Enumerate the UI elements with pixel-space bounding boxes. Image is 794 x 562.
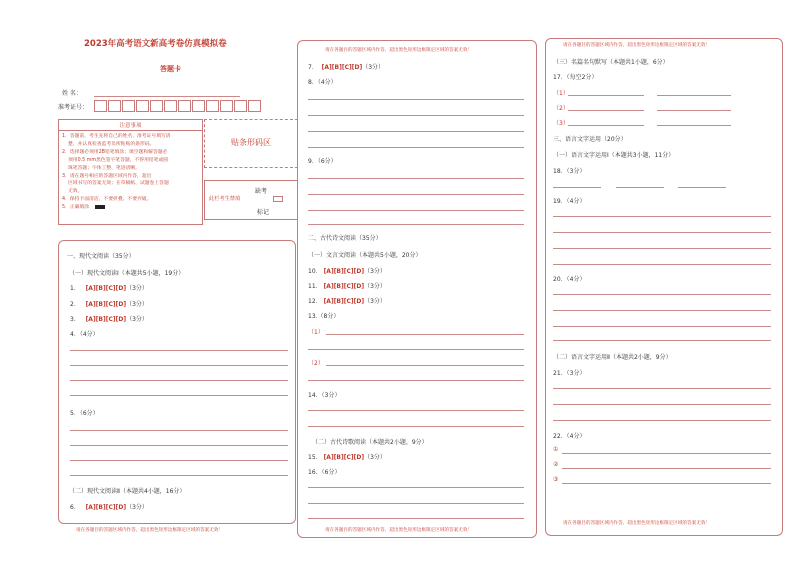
question-4: 4．（4分） [70, 331, 99, 338]
question-19: 19．（4分） [553, 198, 586, 205]
answer-line[interactable] [308, 210, 524, 211]
warning-text: 请在各题目的答题区域内作答，超出黑色矩形边框限定区域的答案无效！ [325, 528, 473, 533]
answer-line[interactable] [562, 453, 771, 454]
question-22-circle-3: ③ [553, 476, 559, 483]
answer-blank[interactable] [568, 95, 644, 96]
name-field[interactable] [94, 96, 240, 97]
question-13-part-2: （2） [308, 360, 324, 367]
question-22-circle-1: ① [553, 446, 559, 453]
answer-line[interactable] [308, 380, 524, 381]
absent-no-fill-label: 此栏考生禁填 [209, 196, 241, 202]
section-heading: 二、古代诗文阅读（35分） [308, 235, 382, 242]
answer-line[interactable] [553, 404, 771, 405]
subsection-heading: （一）文言文阅读（本题共5小题，20分） [308, 252, 422, 259]
exam-id-boxes[interactable] [94, 100, 274, 112]
answer-line[interactable] [553, 232, 771, 233]
absent-mark-label-2: 标记 [257, 209, 270, 216]
subsection-heading: （二）语言文字运用Ⅱ（本题共2小题，9分） [553, 354, 672, 361]
question-12[interactable]: 12． [A][B][C][D]（3分） [308, 298, 386, 305]
answer-line[interactable] [553, 216, 771, 217]
answer-line[interactable] [70, 460, 288, 461]
answer-line[interactable] [70, 445, 288, 446]
exam-id-label: 准考证号： [58, 104, 89, 111]
notice-item: 4．保持卡面清洁，不要折叠、不要弄破。 [62, 197, 152, 203]
answer-line[interactable] [70, 475, 288, 476]
question-21: 21．（3分） [553, 370, 586, 377]
answer-line[interactable] [308, 426, 524, 427]
answer-line[interactable] [308, 147, 524, 148]
notice-title: 注意事项 [59, 121, 202, 131]
filled-sample-mark [95, 205, 105, 209]
answer-line[interactable] [553, 264, 771, 265]
answer-panel-3 [545, 38, 783, 536]
answer-line[interactable] [553, 294, 771, 295]
answer-line[interactable] [308, 503, 524, 504]
warning-text: 请在各题目的答题区域内作答，超出黑色矩形边框限定区域的答案无效！ [325, 48, 473, 53]
absent-checkbox[interactable] [273, 196, 283, 202]
answer-blank[interactable] [657, 125, 731, 126]
question-1[interactable]: 1． [A][B][C][D]（3分） [70, 285, 148, 292]
question-22: 22．（4分） [553, 433, 586, 440]
answer-line[interactable] [308, 410, 524, 411]
answer-line[interactable] [308, 178, 524, 179]
absent-box [204, 180, 298, 220]
question-15[interactable]: 15． [A][B][C][D]（3分） [308, 454, 386, 461]
notice-item: 2．选择题必须用2B铅笔填涂；填空题和解答题必 [62, 149, 168, 155]
answer-line[interactable] [308, 115, 524, 116]
answer-line[interactable] [70, 380, 288, 381]
question-18: 18．（3分） [553, 168, 586, 175]
answer-line[interactable] [308, 349, 524, 350]
answer-line[interactable] [70, 430, 288, 431]
warning-text: 请在各题目的答题区域内作答，超出黑色矩形边框限定区域的答案无效！ [563, 43, 711, 48]
notice-item: 须用0.5 mm黑色签字笔答题，不得用铅笔或圆 [68, 157, 169, 163]
answer-line[interactable] [553, 248, 771, 249]
absent-mark-label: 缺考 [255, 188, 268, 195]
question-17-part-3: （3） [553, 120, 569, 127]
section-heading: 三、语言文字运用（20分） [553, 136, 627, 143]
answer-blank[interactable] [568, 125, 644, 126]
question-3[interactable]: 3． [A][B][C][D]（3分） [70, 316, 148, 323]
question-10[interactable]: 10． [A][B][C][D]（3分） [308, 268, 386, 275]
answer-blank[interactable] [568, 110, 644, 111]
warning-text: 请在各题目的答题区域内作答，超出黑色矩形边框限定区域的答案无效！ [76, 528, 224, 533]
answer-line[interactable] [70, 395, 288, 396]
notice-item: 珠笔答题；字体工整、笔迹清晰。 [68, 165, 140, 171]
barcode-area [204, 119, 298, 168]
answer-line[interactable] [70, 365, 288, 366]
question-7[interactable]: 7． [A][B][C][D]（3分） [308, 64, 385, 71]
answer-line[interactable] [70, 350, 288, 351]
notice-box [58, 119, 203, 225]
answer-line[interactable] [326, 365, 524, 366]
answer-line[interactable] [553, 420, 771, 421]
subsection-heading: （二）现代文阅读Ⅱ（本题共4小题，16分） [69, 488, 186, 495]
answer-blank[interactable] [678, 187, 726, 188]
question-13: 13.（8分） [308, 313, 340, 320]
answer-line[interactable] [308, 194, 524, 195]
notice-item: 区域书写的答案无效；在草稿纸、试题卷上答题 [68, 181, 169, 187]
answer-line[interactable] [326, 334, 524, 335]
answer-blank[interactable] [657, 110, 731, 111]
barcode-label: 贴条形码区 [231, 138, 271, 147]
question-17-part-1: （1） [553, 90, 569, 97]
name-label: 姓 名： [62, 90, 82, 97]
question-6[interactable]: 6． [A][B][C][D]（3分） [70, 504, 148, 511]
page-subtitle: 答题卡 [160, 65, 181, 73]
answer-line[interactable] [553, 310, 771, 311]
answer-line[interactable] [562, 468, 771, 469]
question-14: 14．（3分） [308, 392, 341, 399]
question-5: 5．（6分） [70, 410, 99, 417]
answer-blank[interactable] [657, 95, 731, 96]
subsection-heading: （三）名篇名句默写（本题共1小题，6分） [553, 59, 669, 66]
question-17-part-2: （2） [553, 105, 569, 112]
question-22-circle-2: ② [553, 461, 559, 468]
question-9: 9．（6分） [308, 158, 337, 165]
question-13-part-1: （1） [308, 329, 324, 336]
question-20: 20．（4分） [553, 276, 586, 283]
answer-line[interactable] [308, 131, 524, 132]
subsection-heading: （一）现代文阅读Ⅰ（本题共5小题，19分） [69, 270, 185, 277]
answer-blank[interactable] [553, 187, 601, 188]
question-16: 16．（6分） [308, 469, 341, 476]
answer-line[interactable] [308, 224, 524, 225]
question-2[interactable]: 2． [A][B][C][D]（3分） [70, 301, 148, 308]
notice-item: 楚，并认真检查监考员所粘贴的条形码。 [68, 141, 155, 147]
notice-item: 1．答题前，考生先将自己的姓名、准考证号填写清 [62, 134, 171, 139]
question-11[interactable]: 11． [A][B][C][D]（3分） [308, 283, 386, 290]
notice-item: 3．请在题号相应的答题区域内作答，超出 [62, 173, 152, 179]
answer-line[interactable] [308, 487, 524, 488]
answer-line[interactable] [308, 99, 524, 100]
answer-line[interactable] [553, 340, 771, 341]
section-heading: 一、现代文阅读（35分） [67, 253, 135, 260]
answer-line[interactable] [308, 518, 524, 519]
question-8: 8．（4分） [308, 79, 337, 86]
answer-line[interactable] [562, 483, 771, 484]
warning-text: 请在各题目的答题区域内作答，超出黑色矩形边框限定区域的答案无效！ [563, 521, 711, 526]
answer-line[interactable] [553, 388, 771, 389]
answer-blank[interactable] [616, 187, 664, 188]
answer-line[interactable] [553, 326, 771, 327]
page-title: 2023年高考语文新高考卷仿真模拟卷 [84, 39, 227, 49]
notice-item: 无效。 [68, 189, 83, 195]
question-17: 17．（每空2分） [553, 74, 598, 81]
notice-item: 5．正确填涂 [62, 204, 171, 212]
subsection-heading: （一）语言文字运用Ⅰ（本题共3小题，11分） [553, 152, 675, 159]
subsection-heading: （二）古代诗歌阅读（本题共2小题，9分） [312, 439, 428, 446]
